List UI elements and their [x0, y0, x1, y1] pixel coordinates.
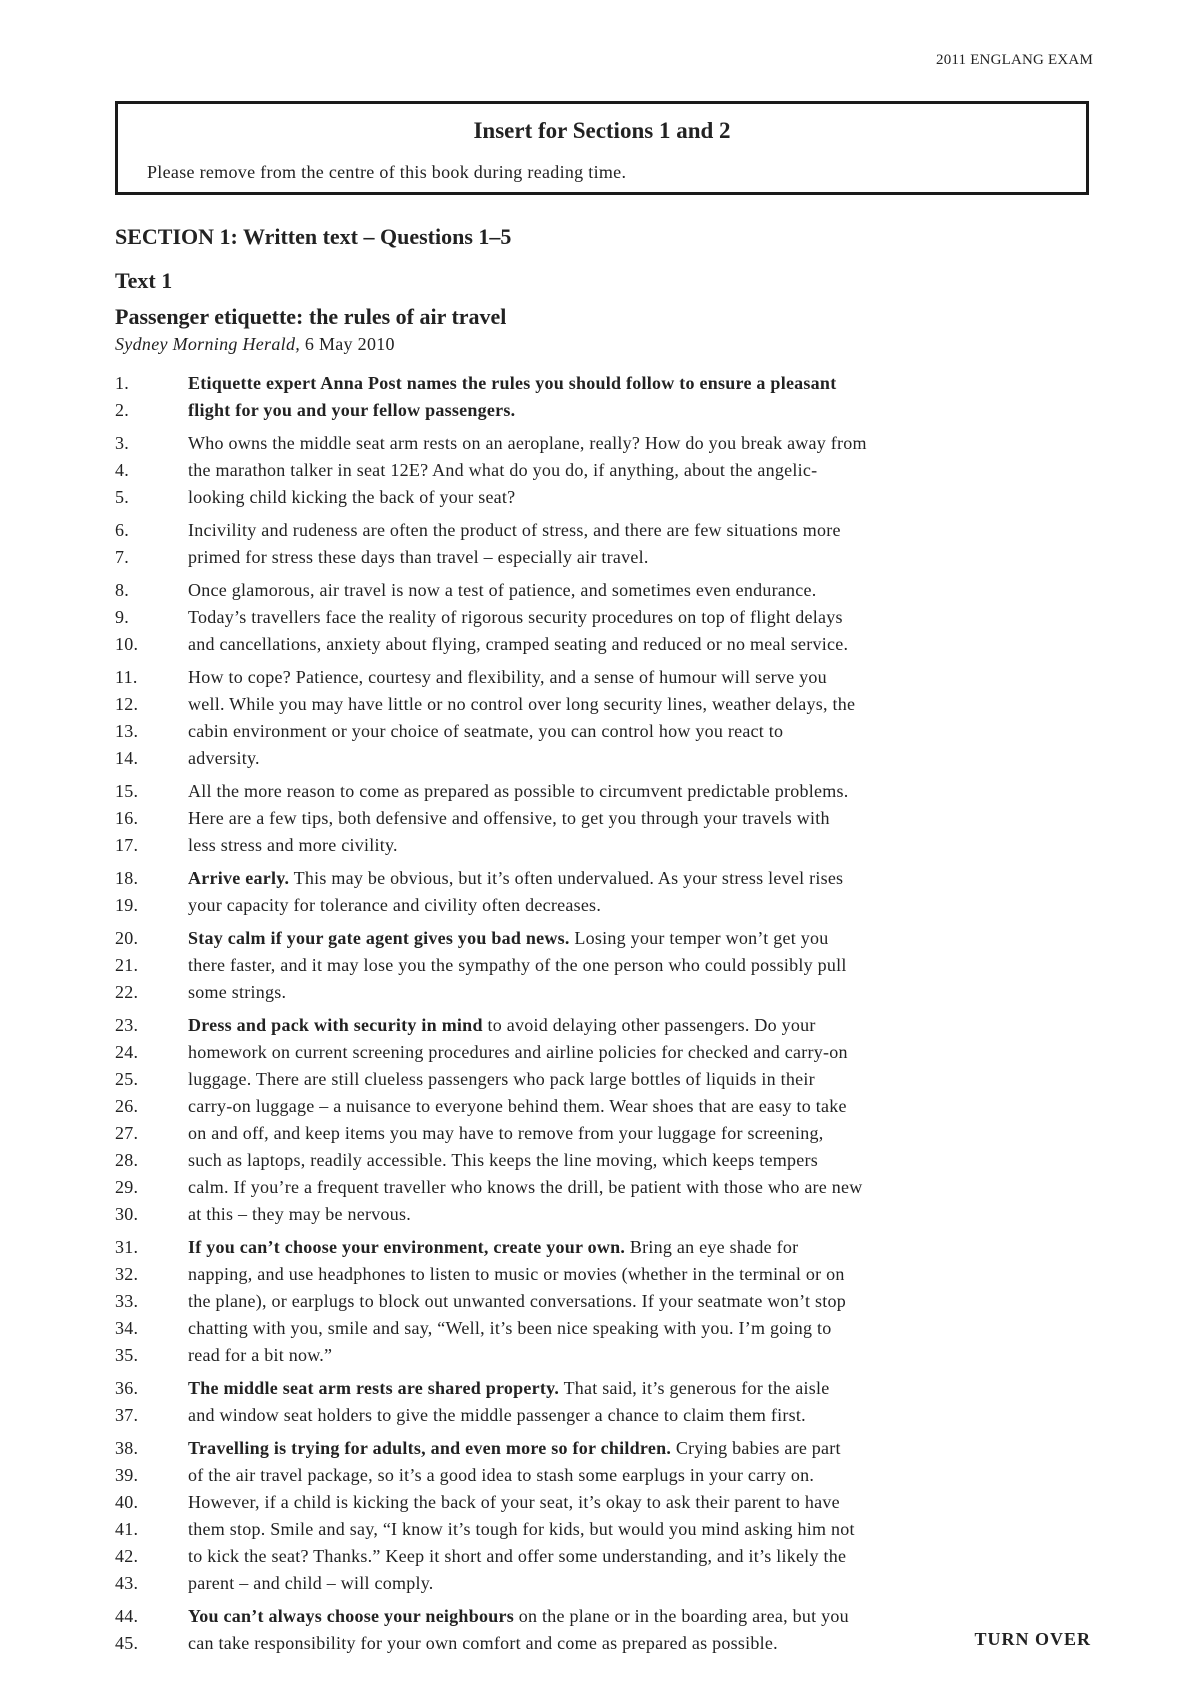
line-number: 28.: [115, 1150, 139, 1170]
body-text: Today’s travellers face the reality of rigorous security procedures on top of flight delays: [188, 607, 843, 627]
body-text: at this – they may be nervous.: [188, 1204, 411, 1224]
text-label: Text 1: [115, 268, 173, 293]
bold-lead-text: Arrive early.: [188, 868, 290, 888]
body-text: parent – and child – will comply.: [188, 1573, 434, 1593]
line-text: [188, 1519, 855, 1540]
line-text: [188, 1633, 778, 1654]
body-text: looking child kicking the back of your seat?: [188, 487, 516, 507]
body-text: Incivility and rudeness are often the product of stress, and there are few situations more: [188, 520, 841, 540]
body-text: calm. If you’re a frequent traveller who knows the drill, be patient with those who are new: [188, 1177, 863, 1197]
line-number: 16.: [115, 808, 139, 828]
bold-lead-text: The middle seat arm rests are shared property.: [188, 1378, 560, 1398]
line-number: 43.: [115, 1573, 139, 1593]
line-number: 18.: [115, 868, 139, 888]
section-heading: SECTION 1: Written text – Questions 1–5: [115, 224, 512, 249]
line-number: 5.: [115, 487, 129, 507]
line-text: [188, 1573, 434, 1594]
text-line: [0, 982, 1200, 1009]
line-number: 2.: [115, 400, 129, 420]
text-line: [0, 1264, 1200, 1291]
body-text: the marathon talker in seat 12E? And what do you do, if anything, about the angelic-: [188, 460, 818, 480]
line-text: [188, 955, 847, 976]
body-text: Bring an eye shade for: [625, 1237, 799, 1257]
bold-lead-text: Travelling is trying for adults, and even more so for children.: [188, 1438, 672, 1458]
text-line: [0, 1378, 1200, 1405]
line-number: 29.: [115, 1177, 139, 1197]
body-text: on the plane or in the boarding area, but you: [513, 1606, 849, 1626]
line-text: [188, 835, 398, 856]
line-text: [188, 580, 817, 601]
text-line: [0, 781, 1200, 808]
line-number: 24.: [115, 1042, 139, 1062]
body-text: the plane), or earplugs to block out unwanted conversations. If your seatmate won’t stop: [188, 1291, 847, 1311]
line-text: [188, 1438, 841, 1459]
body-text: adversity.: [188, 748, 260, 768]
text-line: [0, 400, 1200, 427]
line-text: [188, 1465, 814, 1486]
line-number: 7.: [115, 547, 129, 567]
exam-code: 2011 ENGLANG EXAM: [936, 52, 1093, 68]
text-line: [0, 868, 1200, 895]
text-line: [0, 1237, 1200, 1264]
line-number: 21.: [115, 955, 139, 975]
line-text: [188, 1204, 411, 1225]
line-text: [188, 781, 849, 802]
body-text: read for a bit now.”: [188, 1345, 333, 1365]
line-text: [188, 1015, 816, 1036]
line-text: [188, 721, 783, 742]
line-text: [188, 1345, 332, 1366]
line-text: [188, 520, 841, 541]
text-line: [0, 634, 1200, 661]
body-text: them stop. Smile and say, “I know it’s tough for kids, but would you mind asking him not: [188, 1519, 855, 1539]
text-line: [0, 1015, 1200, 1042]
line-text: [188, 1318, 832, 1339]
line-number: 38.: [115, 1438, 139, 1458]
line-text: [188, 1069, 815, 1090]
line-text: [188, 1042, 848, 1063]
body-text: of the air travel package, so it’s a good idea to stash some earplugs in your carry on.: [188, 1465, 815, 1485]
line-number: 8.: [115, 580, 129, 600]
text-line: [0, 748, 1200, 775]
line-text: [188, 694, 855, 715]
bold-lead-text: flight for you and your fellow passengers.: [188, 400, 516, 420]
line-number: 40.: [115, 1492, 139, 1512]
body-text: Who owns the middle seat arm rests on an aeroplane, really? How do you break away from: [188, 433, 867, 453]
line-number: 44.: [115, 1606, 139, 1626]
body-text: napping, and use headphones to listen to music or movies (whether in the terminal or on: [188, 1264, 845, 1284]
body-text: This may be obvious, but it’s often undervalued. As your stress level rises: [289, 868, 844, 888]
text-line: [0, 607, 1200, 634]
line-number: 13.: [115, 721, 139, 741]
text-line: [0, 1519, 1200, 1546]
line-text: [188, 1405, 806, 1426]
line-text: [188, 1492, 840, 1513]
line-text: [188, 607, 843, 628]
line-number: 36.: [115, 1378, 139, 1398]
body-text: How to cope? Patience, courtesy and flexibility, and a sense of humour will serve you: [188, 667, 827, 687]
line-number: 41.: [115, 1519, 139, 1539]
line-number: 9.: [115, 607, 129, 627]
text-line: [0, 1204, 1200, 1231]
line-text: [188, 1096, 847, 1117]
insert-instruction: Please remove from the centre of this book during reading time.: [147, 162, 627, 182]
bold-lead-text: You can’t always choose your neighbours: [188, 1606, 514, 1626]
body-text: homework on current screening procedures and airline policies for checked and carry-on: [188, 1042, 848, 1062]
line-number: 37.: [115, 1405, 139, 1425]
line-text: [188, 982, 286, 1003]
text-line: [0, 1042, 1200, 1069]
bold-lead-text: Stay calm if your gate agent gives you bad news.: [188, 928, 570, 948]
line-text: [188, 1177, 863, 1198]
text-line: [0, 1465, 1200, 1492]
text-line: [0, 1573, 1200, 1600]
insert-title: Insert for Sections 1 and 2: [473, 118, 731, 143]
text-line: [0, 667, 1200, 694]
text-line: [0, 1546, 1200, 1573]
line-number: 11.: [115, 667, 138, 687]
line-number: 23.: [115, 1015, 139, 1035]
line-number: 12.: [115, 694, 139, 714]
body-text: to kick the seat? Thanks.” Keep it short and offer some understanding, and it’s likely the: [188, 1546, 847, 1566]
text-line: [0, 835, 1200, 862]
text-line: [0, 1291, 1200, 1318]
text-line: [0, 433, 1200, 460]
text-line: [0, 1438, 1200, 1465]
line-number: 25.: [115, 1069, 139, 1089]
line-number: 27.: [115, 1123, 139, 1143]
article-title: Passenger etiquette: the rules of air travel: [115, 304, 507, 329]
body-text: such as laptops, readily accessible. This keeps the line moving, which keeps tempers: [188, 1150, 819, 1170]
body-text: some strings.: [188, 982, 287, 1002]
text-line: [0, 1492, 1200, 1519]
line-text: [188, 433, 867, 454]
line-text: [188, 487, 515, 508]
line-number: 10.: [115, 634, 139, 654]
text-line: [0, 955, 1200, 982]
text-line: [0, 547, 1200, 574]
body-text: All the more reason to come as prepared as possible to circumvent predictable problems.: [188, 781, 849, 801]
line-text: [188, 1546, 846, 1567]
text-line: [0, 895, 1200, 922]
line-number: 17.: [115, 835, 139, 855]
line-text: [188, 868, 843, 889]
line-number: 45.: [115, 1633, 139, 1653]
body-text: chatting with you, smile and say, “Well, it’s been nice speaking with you. I’m going to: [188, 1318, 832, 1338]
text-line: [0, 580, 1200, 607]
text-line: [0, 460, 1200, 487]
line-number: 22.: [115, 982, 139, 1002]
line-number: 35.: [115, 1345, 139, 1365]
line-number: 26.: [115, 1096, 139, 1116]
text-line: [0, 928, 1200, 955]
line-number: 39.: [115, 1465, 139, 1485]
body-text: carry-on luggage – a nuisance to everyone behind them. Wear shoes that are easy to take: [188, 1096, 847, 1116]
body-text: Here are a few tips, both defensive and offensive, to get you through your travels with: [188, 808, 830, 828]
bold-lead-text: Dress and pack with security in mind: [188, 1015, 483, 1035]
body-text: less stress and more civility.: [188, 835, 398, 855]
source-date: 6 May 2010: [300, 334, 395, 354]
line-text: [188, 808, 830, 829]
text-line: [0, 373, 1200, 400]
source-publication: Sydney Morning Herald,: [115, 334, 301, 354]
body-text: primed for stress these days than travel – especially air travel.: [188, 547, 649, 567]
body-text: Once glamorous, air travel is now a test of patience, and sometimes even endurance.: [188, 580, 817, 600]
text-line: [0, 1345, 1200, 1372]
line-text: [188, 400, 515, 421]
line-text: [188, 1150, 818, 1171]
text-line: [0, 1069, 1200, 1096]
line-text: [188, 895, 601, 916]
text-line: [0, 808, 1200, 835]
text-line: [0, 1405, 1200, 1432]
line-number: 20.: [115, 928, 139, 948]
body-text: However, if a child is kicking the back of your seat, it’s okay to ask their parent to have: [188, 1492, 840, 1512]
line-text: [188, 1291, 846, 1312]
text-line: [0, 487, 1200, 514]
line-text: [188, 460, 817, 481]
body-text: Crying babies are part: [671, 1438, 841, 1458]
line-text: [188, 748, 260, 769]
text-line: [0, 1096, 1200, 1123]
bold-lead-text: Etiquette expert Anna Post names the rules you should follow to ensure a pleasant: [188, 373, 837, 393]
body-text: That said, it’s generous for the aisle: [559, 1378, 830, 1398]
body-text: luggage. There are still clueless passengers who pack large bottles of liquids in their: [188, 1069, 815, 1089]
line-number: 3.: [115, 433, 129, 453]
text-line: [0, 1177, 1200, 1204]
line-number: 42.: [115, 1546, 139, 1566]
text-line: [0, 1123, 1200, 1150]
line-text: [188, 1606, 849, 1627]
body-text: to avoid delaying other passengers. Do your: [482, 1015, 816, 1035]
body-text: can take responsibility for your own comfort and come as prepared as possible.: [188, 1633, 778, 1653]
line-text: [188, 928, 829, 949]
line-text: [188, 1378, 830, 1399]
text-line: [0, 721, 1200, 748]
line-text: [188, 634, 848, 655]
line-number: 32.: [115, 1264, 139, 1284]
insert-notice-box: [115, 101, 1089, 195]
line-number: 33.: [115, 1291, 139, 1311]
text-line: [0, 1318, 1200, 1345]
body-text: your capacity for tolerance and civility often decreases.: [188, 895, 602, 915]
line-text: [188, 547, 649, 568]
text-line: [0, 520, 1200, 547]
line-number: 19.: [115, 895, 139, 915]
body-text: and window seat holders to give the middle passenger a chance to claim them first.: [188, 1405, 806, 1425]
line-number: 1.: [115, 373, 129, 393]
line-number: 14.: [115, 748, 139, 768]
line-number: 30.: [115, 1204, 139, 1224]
line-number: 6.: [115, 520, 129, 540]
line-text: [188, 1237, 798, 1258]
text-line: [0, 694, 1200, 721]
line-number: 31.: [115, 1237, 139, 1257]
bold-lead-text: If you can’t choose your environment, create your own.: [188, 1237, 626, 1257]
line-text: [188, 1264, 845, 1285]
body-text: cabin environment or your choice of seatmate, you can control how you react to: [188, 721, 784, 741]
turn-over-label: TURN OVER: [974, 1629, 1091, 1649]
body-text: Losing your temper won’t get you: [569, 928, 829, 948]
line-text: [188, 373, 836, 394]
line-text: [188, 1123, 823, 1144]
body-text: and cancellations, anxiety about flying, cramped seating and reduced or no meal service.: [188, 634, 849, 654]
article-source: [115, 334, 395, 355]
line-number: 15.: [115, 781, 139, 801]
text-line: [0, 1150, 1200, 1177]
line-number: 34.: [115, 1318, 139, 1338]
body-text: well. While you may have little or no control over long security lines, weather delays, the: [188, 694, 856, 714]
body-text: there faster, and it may lose you the sympathy of the one person who could possibly pull: [188, 955, 847, 975]
body-text: on and off, and keep items you may have to remove from your luggage for screening,: [188, 1123, 824, 1143]
line-number: 4.: [115, 460, 129, 480]
line-text: [188, 667, 827, 688]
